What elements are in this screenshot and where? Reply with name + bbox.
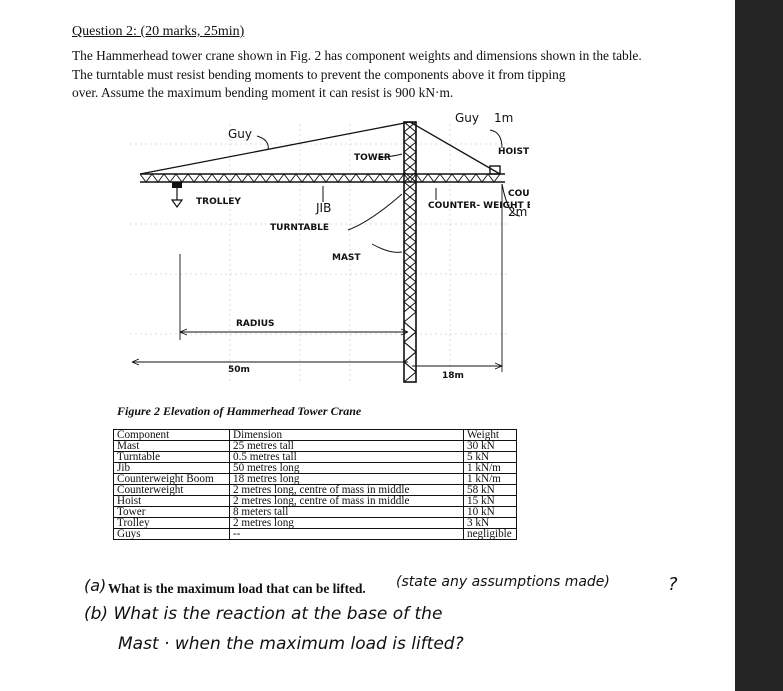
table-cell: 1 kN/m (464, 463, 517, 474)
table-cell: 2 metres long, centre of mass in middle (230, 496, 464, 507)
table-row (114, 463, 517, 474)
header-weight: Weight (464, 430, 517, 441)
table-cell: 50 metres long (230, 463, 464, 474)
question-title: Question 2: (20 marks, 25min) (72, 24, 245, 39)
table-cell: 18 metres long (230, 474, 464, 485)
label-radius: RADIUS (236, 319, 275, 329)
answer-b-line-1: (b) What is the reaction at the base of the (84, 604, 443, 624)
question-line-2: The turntable must resist bending moments to prevent the components above it from tipping (72, 67, 566, 82)
label-tower: TOWER (354, 153, 391, 163)
table-cell: 0.5 metres tall (230, 452, 464, 463)
leader-arrows (257, 130, 520, 252)
table-cell: 8 meters tall (230, 507, 464, 518)
label-1m: 1m (494, 111, 514, 125)
label-50m: 50m (228, 365, 250, 375)
table-row (114, 507, 517, 518)
table-cell: Turntable (114, 452, 230, 463)
label-guy-left: Guy (228, 127, 253, 141)
table-cell: Hoist (114, 496, 230, 507)
table-cell: Trolley (114, 518, 230, 529)
table-cell: Counterweight Boom (114, 474, 230, 485)
label-18m: 18m (442, 371, 464, 381)
table-cell: 2 metres long, centre of mass in middle (230, 485, 464, 496)
answer-b-line-2: Mast · when the maximum load is lifted? (118, 634, 464, 654)
answer-a-question-mark: ? (668, 574, 678, 595)
table-cell: Counterweight (114, 485, 230, 496)
label-turntable: TURNTABLE (270, 223, 330, 233)
label-counterweight-boom: COUNTER- WEIGHT (428, 201, 524, 211)
table-row (114, 485, 517, 496)
dark-side-margin (735, 0, 783, 691)
table-header-row (114, 430, 517, 441)
table-cell: 2 metres long (230, 518, 464, 529)
table-row (114, 452, 517, 463)
table-cell: Tower (114, 507, 230, 518)
figure-caption: Figure 2 Elevation of Hammerhead Tower Crane (117, 404, 362, 418)
label-hoist: HOIST (498, 147, 530, 157)
table-cell: 1 kN/m (464, 474, 517, 485)
table-cell: 3 kN (464, 518, 517, 529)
table-row (114, 529, 517, 540)
answer-a-text: What is the maximum load that can be lifted. (108, 581, 366, 596)
table-cell: 10 kN (464, 507, 517, 518)
mast-tower (404, 122, 416, 382)
label-guy-right: Guy (455, 111, 480, 125)
crane-drawing (110, 104, 530, 404)
table-cell: -- (230, 529, 464, 540)
table-cell: Jib (114, 463, 230, 474)
table-cell: 15 kN (464, 496, 517, 507)
table-cell: 58 kN (464, 485, 517, 496)
guy-cables (140, 122, 500, 174)
background-grid (130, 124, 510, 384)
label-trolley: TROLLEY (196, 197, 241, 207)
table-cell: 30 kN (464, 441, 517, 452)
header-component: Component (114, 430, 230, 441)
question-line-3: over. Assume the maximum bending moment it can resist is 900 kN·m. (72, 85, 454, 100)
answer-a-marker: (a) (84, 576, 107, 595)
label-2m: 2m (508, 205, 528, 219)
table-cell: negligible (464, 529, 517, 540)
component-table (113, 429, 517, 540)
answer-a-note: (state any assumptions made) (396, 574, 610, 590)
trolley-hook (172, 182, 182, 207)
table-row (114, 474, 517, 485)
table-row (114, 518, 517, 529)
table-cell: 5 kN (464, 452, 517, 463)
label-counterweight: COU (508, 189, 530, 199)
label-mast: MAST (332, 253, 361, 263)
label-jib: JIB (316, 201, 332, 215)
table-row (114, 496, 517, 507)
question-line-1: The Hammerhead tower crane shown in Fig. 2 has component weights and dimensions shown in the table. (72, 48, 642, 63)
table-cell: 25 metres tall (230, 441, 464, 452)
table-cell: Guys (114, 529, 230, 540)
table-row (114, 441, 517, 452)
crane-figure (110, 104, 530, 404)
table-cell: Mast (114, 441, 230, 452)
header-dimension: Dimension (230, 430, 464, 441)
